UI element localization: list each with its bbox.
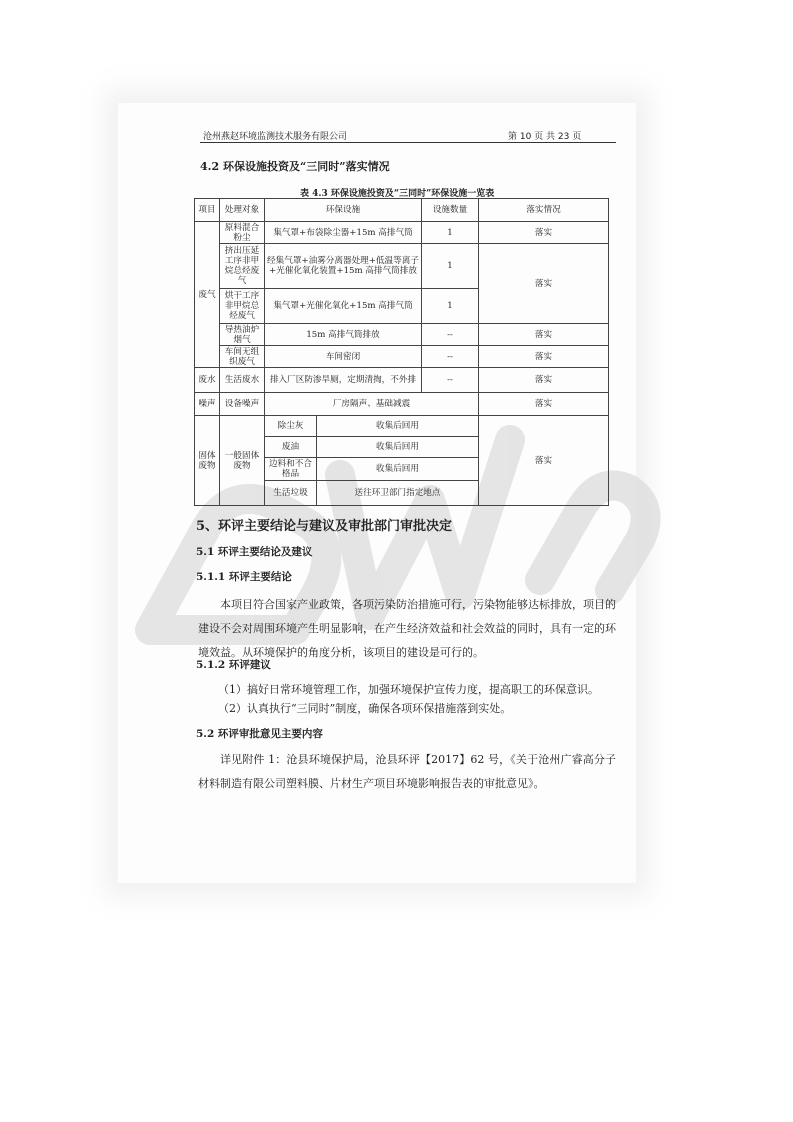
- cell-waste-name: 生活垃圾: [265, 481, 317, 506]
- cell-count: --: [422, 368, 479, 393]
- cell-count: --: [422, 324, 479, 346]
- category-waste-water: 废水: [195, 368, 220, 393]
- header-divider: [200, 142, 616, 143]
- table-row: [195, 222, 609, 244]
- cell-disposal: 收集后回用: [317, 437, 479, 458]
- cell-facility: 经集气罩+油雾分离器处理+低温等离子+光催化氧化装置+15m 高排气筒排放: [265, 244, 422, 289]
- header-company: 沧州燕赵环境监测技术服务有限公司: [203, 132, 348, 142]
- cell-facility: 厂房隔声、基础减震: [265, 393, 479, 416]
- category-waste-gas: 废气: [195, 222, 220, 368]
- suggestion-item: （1）搞好日常环境管理工作，加强环境保护宣传力度，提高职工的环保意识。: [218, 683, 599, 696]
- cell-object: 挤出压延工序非甲烷总烃废气: [220, 244, 265, 289]
- approval-paragraph: 详见附件 1：沧县环境保护局，沧县环评【2017】62 号，《关于沧州广睿高分子材料制造有限公司塑料膜、片材生产项目环境影响报告表的审批意见》。: [198, 753, 616, 790]
- section-5-2-heading: 5.2 环评审批意见主要内容: [196, 728, 323, 740]
- cell-facility: 排入厂区防渗旱厕，定期清掏，不外排: [265, 368, 422, 393]
- cell-status: 落实: [479, 368, 609, 393]
- cell-disposal: 送往环卫部门指定地点: [317, 481, 479, 506]
- cell-object: 一般固体废物: [220, 416, 265, 506]
- cell-count: 1: [422, 289, 479, 324]
- cell-object: 生活废水: [220, 368, 265, 393]
- col-project: 项目: [195, 199, 220, 222]
- cell-count: --: [422, 346, 479, 368]
- cell-facility: 15m 高排气筒排放: [265, 324, 422, 346]
- section-5-1-2-heading: 5.1.2 环评建议: [196, 659, 271, 671]
- section-4-2-heading: 4.2 环保设施投资及“三同时”落实情况: [200, 160, 390, 173]
- cell-status: 落实: [479, 222, 609, 244]
- section-5-1-heading: 5.1 环评主要结论及建议: [196, 546, 313, 558]
- cell-facility: 车间密闭: [265, 346, 422, 368]
- cell-status: 落实: [479, 346, 609, 368]
- cell-count: 1: [422, 244, 479, 289]
- cell-disposal: 收集后回用: [317, 458, 479, 481]
- cell-facility: 集气罩+布袋除尘器+15m 高排气筒: [265, 222, 422, 244]
- env-facility-table: [194, 198, 609, 506]
- category-solid-waste: 固体废物: [195, 416, 220, 506]
- table-row: [195, 416, 609, 437]
- cell-object: 导热油炉烟气: [220, 324, 265, 346]
- suggestion-item: （2）认真执行“三同时”制度，确保各项环保措施落到实处。: [218, 702, 512, 715]
- cell-object: 车间无组织废气: [220, 346, 265, 368]
- col-count: 设施数量: [422, 199, 479, 222]
- cell-object: 原料混合粉尘: [220, 222, 265, 244]
- cell-facility: 集气罩+光催化氧化+15m 高排气筒: [265, 289, 422, 324]
- cell-status: 落实: [479, 324, 609, 346]
- section-5-1-1-heading: 5.1.1 环评主要结论: [196, 571, 292, 583]
- cell-disposal: 收集后回用: [317, 416, 479, 437]
- cell-object: 烘干工序非甲烷总烃废气: [220, 289, 265, 324]
- section-5-heading: 5、环评主要结论与建议及审批部门审批决定: [196, 519, 453, 534]
- col-object: 处理对象: [220, 199, 265, 222]
- cell-object: 设备噪声: [220, 393, 265, 416]
- header-page-info: 第 10 页 共 23 页: [508, 132, 582, 142]
- category-noise: 噪声: [195, 393, 220, 416]
- cell-status-merged: 落实: [479, 244, 609, 324]
- table-caption: 表 4.3 环保设施投资及“三同时”环保设施一览表: [300, 189, 495, 199]
- table-row: [195, 346, 609, 368]
- cell-waste-name: 除尘灰: [265, 416, 317, 437]
- cell-status: 落实: [479, 393, 609, 416]
- cell-count: 1: [422, 222, 479, 244]
- cell-status: 落实: [479, 416, 609, 506]
- table-row: [195, 368, 609, 393]
- table-header-row: [195, 199, 609, 222]
- conclusion-paragraph: 本项目符合国家产业政策，各项污染防治措施可行，污染物能够达标排放，项目的建设不会对周围环境产生明显影响，在产生经济效益和社会效益的同时，具有一定的环境效益。从环境保护的角度分析，该项目的建设是可行的。: [198, 598, 616, 659]
- col-facility: 环保设施: [265, 199, 422, 222]
- table-row: [195, 393, 609, 416]
- cell-waste-name: 废油: [265, 437, 317, 458]
- table-row: [195, 324, 609, 346]
- cell-waste-name: 边料和不合格品: [265, 458, 317, 481]
- table-row: [195, 244, 609, 289]
- col-status: 落实情况: [479, 199, 609, 222]
